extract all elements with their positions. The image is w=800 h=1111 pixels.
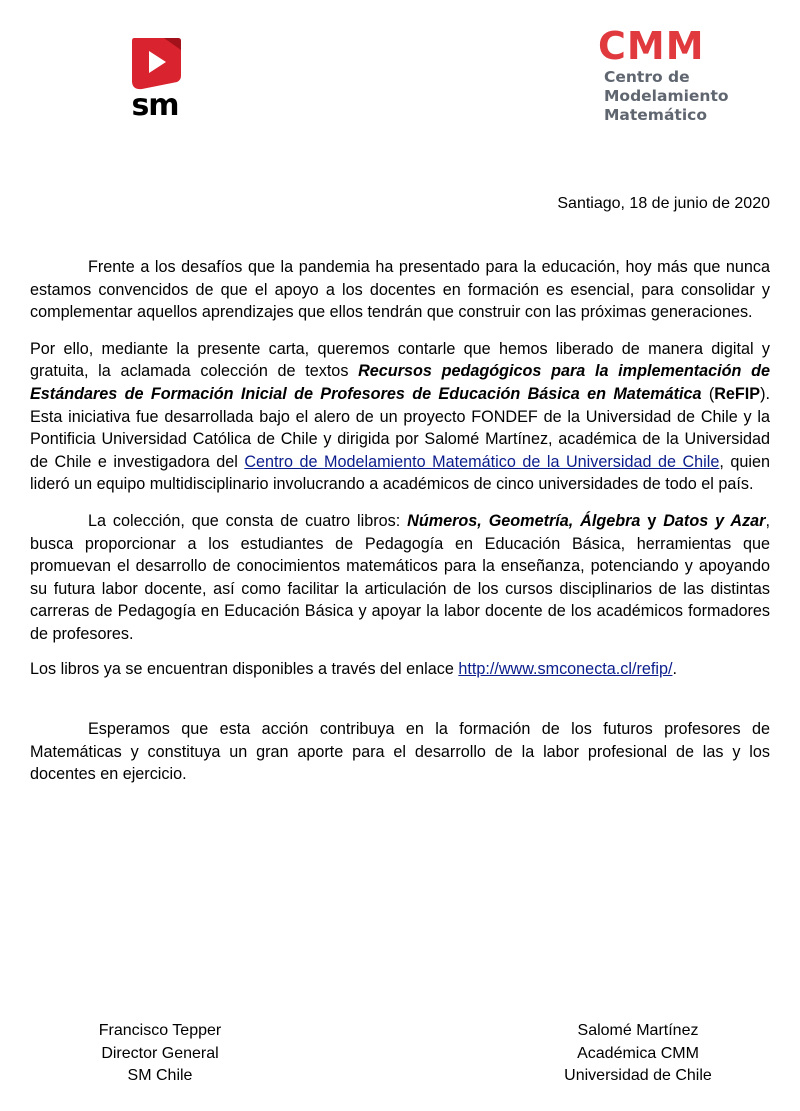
cmm-logo-subtitle xyxy=(604,68,758,125)
cmm-logo-title: CMM xyxy=(598,24,705,68)
sm-play-icon xyxy=(128,36,182,90)
cmm-logo xyxy=(598,26,758,130)
collection-title: Recursos pedagógicos para la implementación de Estándares de Formación Inicial de Profesores de Educación Básica en Matemática xyxy=(30,362,770,403)
signer-role: Académica CMM xyxy=(577,1044,699,1062)
paragraph-intro: Frente a los desafíos que la pandemia ha presentado para la educación, hoy más que nunca estamos convencidos de que el apoyo a los docentes en formación es esencial, para consolidar y complementar aquellos aprendizajes que ellos tendrán que construir con las próximas generaciones. xyxy=(30,258,770,322)
text-span: Los libros ya se encuentran disponibles a través del enlace xyxy=(30,659,459,678)
paragraph-closing: Esperamos que esta acción contribuya en la formación de los futuros profesores de Matemáticas y constituya un gran aporte para el desarrollo de la labor profesional de las y los docentes en ejercicio. xyxy=(30,720,770,784)
text-span: , busca proporcionar a los estudiantes de Pedagogía en Educación Básica, herramientas que promuevan el desarrollo de conocimientos matemáticos para la enseñanza, potenciando y apoyando su futura labor docente, así como facilitar la articulación de los cursos disciplinarios de las distintas carreras de Pedagogía en Educación Básica y apoyar la labor docente de los académicos formadores de profesores. xyxy=(30,511,770,643)
cmm-subtitle-line: Matemático xyxy=(604,106,707,124)
signer-role: Director General xyxy=(101,1044,219,1062)
text-span: Por ello, mediante la presente carta, queremos contarle que hemos liberado de manera digital y gratuita, la aclamada colección de textos xyxy=(30,339,770,381)
letter-date: Santiago, 18 de junio de 2020 xyxy=(557,195,770,212)
paragraph-books xyxy=(30,510,770,646)
book-title: Álgebra xyxy=(580,511,641,530)
paragraph-collection xyxy=(30,338,770,496)
refip-link[interactable]: http://www.smconecta.cl/refip/ xyxy=(458,659,673,678)
sm-logo xyxy=(124,36,186,126)
signature-block-right xyxy=(528,1020,748,1088)
signature-block-left xyxy=(50,1020,270,1088)
text-span: ( xyxy=(701,384,715,403)
collection-acronym: ReFIP xyxy=(714,384,761,403)
book-title: Datos y Azar xyxy=(663,511,766,530)
text-span: , quien lideró un equipo multidisciplinario involucrando a académicos de cinco universidades de todo el país. xyxy=(30,452,770,494)
text-span: y xyxy=(640,511,664,530)
letter-body xyxy=(30,256,770,786)
signer-name: Francisco Tepper xyxy=(98,1022,222,1039)
cmm-subtitle-line: Modelamiento xyxy=(604,87,729,105)
text-span: , xyxy=(477,511,489,530)
paragraph-link xyxy=(30,658,770,681)
sm-logo-text: sm xyxy=(131,88,179,123)
text-span: La colección, que consta de cuatro libros: xyxy=(88,511,408,530)
text-span: ). Esta iniciativa fue desarrollada bajo el alero de un proyecto FONDEF de la Universidad de Chile y la Pontificia Universidad Católica de Chile y dirigida por Salomé Martínez, académica de la Universidad de Chile e investigadora del xyxy=(30,384,770,471)
signer-org: Universidad de Chile xyxy=(564,1067,712,1084)
signer-org: SM Chile xyxy=(127,1067,193,1084)
cmm-link[interactable]: Centro de Modelamiento Matemático de la Universidad de Chile xyxy=(244,452,720,471)
text-span: , xyxy=(568,511,581,530)
signer-name: Salomé Martínez xyxy=(577,1022,699,1039)
book-title: Geometría xyxy=(488,511,569,530)
text-span: . xyxy=(672,659,677,678)
cmm-subtitle-line: Centro de xyxy=(604,68,690,86)
book-title: Números xyxy=(407,511,478,530)
